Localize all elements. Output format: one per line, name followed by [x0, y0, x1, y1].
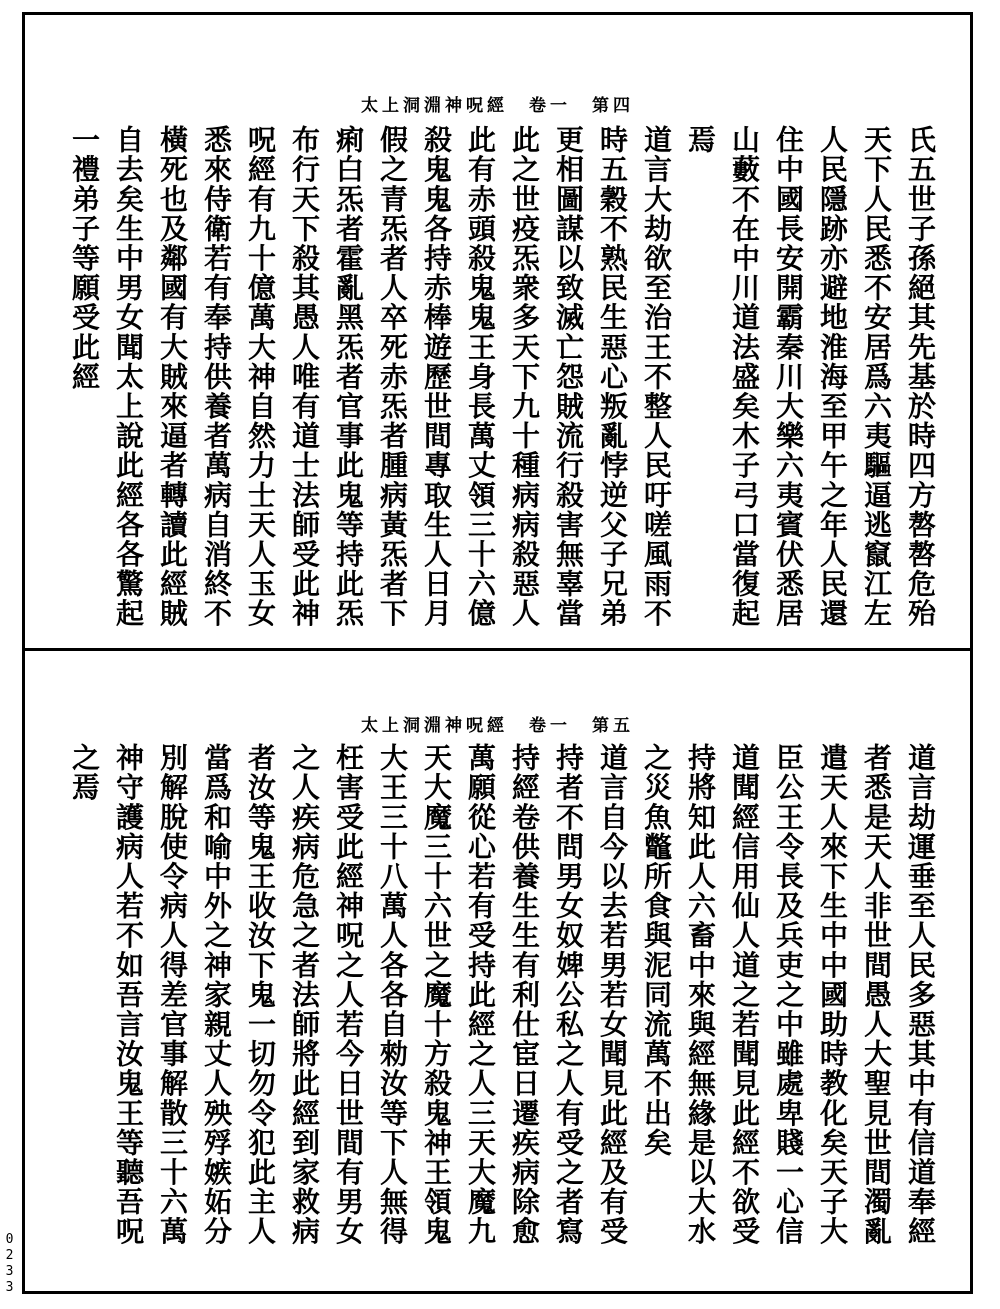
- text-column: 之焉: [68, 743, 101, 803]
- page-header: 太上洞淵神呪經 卷一 第四: [361, 96, 634, 116]
- text-column: 持者不問男女奴婢公私之人有受之者寫: [552, 743, 585, 1247]
- text-column: 大王三十八萬人各各自勑汝等下人無得: [376, 743, 409, 1247]
- text-column: 人民隱跡亦避地淮海至甲午之年人民還: [816, 125, 849, 629]
- text-column: 神守護病人若不如吾言汝鬼王等聽吾呪: [112, 743, 145, 1247]
- page-header: 太上洞淵神呪經 卷一 第五: [361, 716, 634, 736]
- page-margin-code: 0233: [2, 1232, 17, 1296]
- text-column: 遣天人來下生中中國助時教化矣天子大: [816, 743, 849, 1247]
- text-column: 之人疾病危急之者法師將此經到家救病: [288, 743, 321, 1247]
- text-column: 道言自今以去若男若女聞見此經及有受: [596, 743, 629, 1247]
- text-column: 呪經有九十億萬大神自然力士天人玉女: [244, 125, 277, 629]
- text-column: 時五穀不熟民生惡心叛亂悖逆父子兄弟: [596, 125, 629, 629]
- text-column: 自去矣生中男女聞太上說此經各各驚起: [112, 125, 145, 629]
- text-column: 之災魚鼈所食與泥同流萬不出矣: [640, 743, 673, 1158]
- text-column: 此有赤頭殺鬼鬼王身長萬丈領三十六億: [464, 125, 497, 629]
- text-column: 持經卷供養生生有利仕宦日遷疾病除愈: [508, 743, 541, 1247]
- text-column: 天下人民悉不安居爲六夷驅逼逃竄江左: [860, 125, 893, 629]
- text-column: 更相圖謀以致滅亡怨賊流行殺害無辜當: [552, 125, 585, 629]
- text-column: 橫死也及鄰國有大賊來逼者轉讀此經賊: [156, 125, 189, 629]
- text-column: 持將知此人六畜中來與經無緣是以大水: [684, 743, 717, 1247]
- upper-page: [25, 15, 970, 648]
- text-column: 殺鬼鬼各持赤棒遊歷世間專取生人日月: [420, 125, 453, 629]
- text-columns: [62, 125, 942, 645]
- text-column: 道言大劫欲至治王不整人民吁嗟風雨不: [640, 125, 673, 629]
- text-column: 臣公王令長及兵吏之中雖處卑賤一心信: [772, 743, 805, 1247]
- text-column: 焉: [684, 125, 717, 155]
- text-column: 道言劫運垂至人民多惡其中有信道奉經: [904, 743, 937, 1247]
- text-column: 住中國長安開霸秦川大樂六夷賓伏悉居: [772, 125, 805, 629]
- text-column: 山藪不在中川道法盛矣木子弓口當復起: [728, 125, 761, 629]
- text-column: 道聞經信用仙人道之若聞見此經不欲受: [728, 743, 761, 1247]
- text-column: 此之世疫炁衆多天下九十種病病殺惡人: [508, 125, 541, 629]
- text-column: 痢白炁者霍亂黑炁者官事此鬼等持此炁: [332, 125, 365, 629]
- text-column: 者悉是天人非世間愚人大聖見世間濁亂: [860, 743, 893, 1247]
- text-column: 枉害受此經神呪之人若今日世間有男女: [332, 743, 365, 1247]
- text-column: 氏五世子孫絕其先基於時四方嗸嗸危殆: [904, 125, 937, 629]
- text-column: 天大魔三十六世之魔十方殺鬼神王領鬼: [420, 743, 453, 1247]
- text-column: 別解脫使令病人得差官事解散三十六萬: [156, 743, 189, 1247]
- text-column: 一禮弟子等願受此經: [68, 125, 101, 392]
- lower-page: [25, 651, 970, 1291]
- text-column: 悉來侍衛若有奉持供養者萬病自消終不: [200, 125, 233, 629]
- text-column: 萬願從心若有受持此經之人三天大魔九: [464, 743, 497, 1247]
- text-column: 者汝等鬼王收汝下鬼一切勿令犯此主人: [244, 743, 277, 1247]
- text-column: 假之青炁者人卒死赤炁者腫病黃炁者下: [376, 125, 409, 629]
- text-column: 布行天下殺其愚人唯有道士法師受此神: [288, 125, 321, 629]
- text-column: 當爲和喻中外之神家親丈人殃殍嫉妬分: [200, 743, 233, 1247]
- text-columns: [62, 743, 942, 1268]
